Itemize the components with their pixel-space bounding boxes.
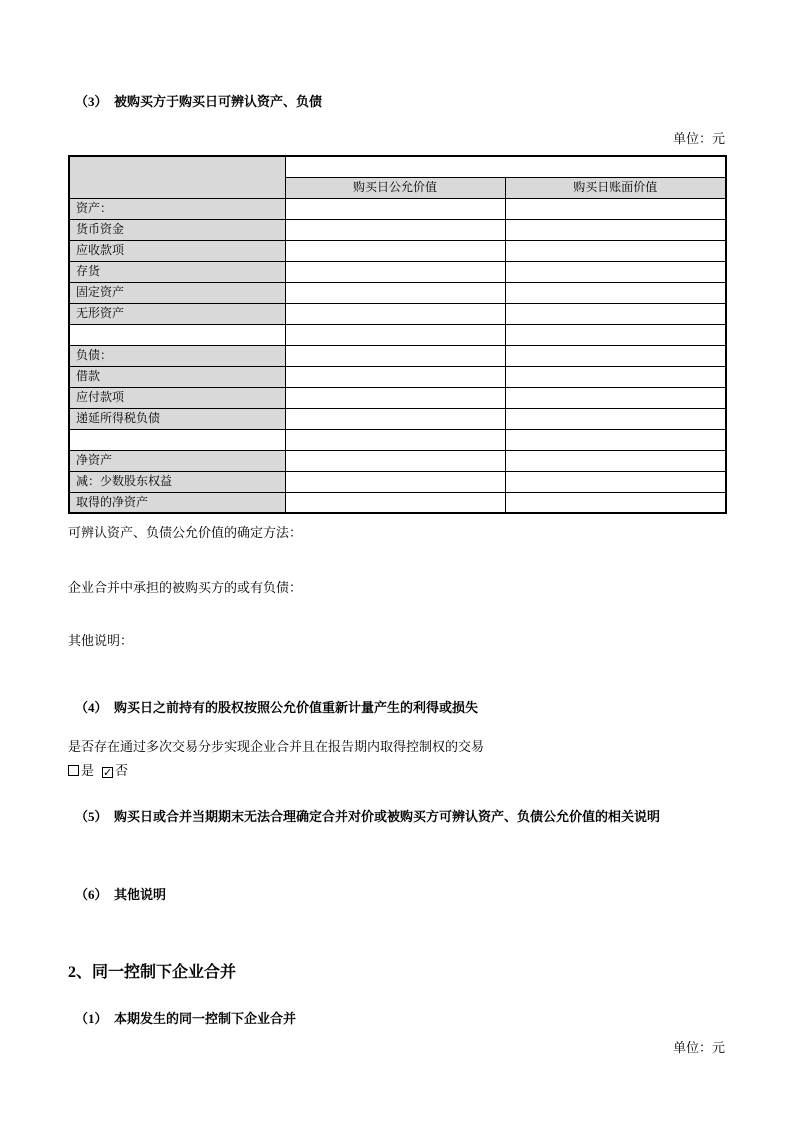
row-label-cell <box>69 324 285 345</box>
checked-checkbox-icon: ✓ <box>103 766 113 779</box>
table-row <box>69 219 726 240</box>
checkbox-label: 否 <box>115 763 129 778</box>
book-value-cell <box>505 261 726 282</box>
table-header <box>69 156 726 198</box>
fair-value-column-header: 购买日公允价值 <box>285 177 505 198</box>
section5-heading: （5） 购买日或合并当期期末无法合理确定合并对价或被购买方可辨认资产、负债公允价值的相关说明 <box>75 809 661 824</box>
unit-label-bottom: 单位：元 <box>672 1040 725 1055</box>
fair-value-cell <box>285 387 505 408</box>
unchecked-checkbox-icon <box>68 765 79 776</box>
row-label-cell: 存货 <box>69 261 285 282</box>
table-row <box>69 198 726 219</box>
table-row <box>69 261 726 282</box>
section6-heading: （6） 其他说明 <box>75 887 167 902</box>
table-row <box>69 345 726 366</box>
row-label-cell: 递延所得税负债 <box>69 408 285 429</box>
unit-label-top: 单位：元 <box>672 131 725 146</box>
row-label-cell: 无形资产 <box>69 303 285 324</box>
fair-value-cell <box>285 366 505 387</box>
row-label-cell: 取得的净资产 <box>69 492 285 513</box>
table-row <box>69 303 726 324</box>
table-row <box>69 240 726 261</box>
book-value-cell <box>505 429 726 450</box>
table-corner-cell <box>69 156 285 198</box>
fair-value-cell <box>285 261 505 282</box>
row-label-cell <box>69 429 285 450</box>
checkbox-option <box>102 763 128 778</box>
table-row <box>69 282 726 303</box>
section4-heading: （4） 购买日之前持有的股权按照公允价值重新计量产生的利得或损失 <box>75 700 479 715</box>
book-value-cell <box>505 240 726 261</box>
table-row <box>69 387 726 408</box>
table-row <box>69 450 726 471</box>
fair-value-method-note: 可辨认资产、负债公允价值的确定方法： <box>68 525 303 540</box>
fair-value-cell <box>285 492 505 513</box>
book-value-cell <box>505 492 726 513</box>
book-value-cell <box>505 219 726 240</box>
step-acquisition-question: 是否存在通过多次交易分步实现企业合并且在报告期内取得控制权的交易 <box>68 739 485 754</box>
fair-value-cell <box>285 303 505 324</box>
fair-value-cell <box>285 324 505 345</box>
table-row <box>69 366 726 387</box>
table-row <box>69 471 726 492</box>
fair-value-cell <box>285 450 505 471</box>
fair-value-cell <box>285 429 505 450</box>
header-row-strip <box>69 156 726 177</box>
row-label-cell: 货币资金 <box>69 219 285 240</box>
header-strip-cell <box>285 156 726 177</box>
fair-value-cell <box>285 471 505 492</box>
row-label-cell: 应付款项 <box>69 387 285 408</box>
fair-value-cell <box>285 219 505 240</box>
book-value-cell <box>505 471 726 492</box>
book-value-column-header: 购买日账面价值 <box>505 177 726 198</box>
book-value-cell <box>505 324 726 345</box>
book-value-cell <box>505 282 726 303</box>
book-value-cell <box>505 198 726 219</box>
table-row <box>69 492 726 513</box>
fair-value-cell <box>285 345 505 366</box>
row-label-cell: 应收款项 <box>69 240 285 261</box>
row-label-cell: 借款 <box>69 366 285 387</box>
checkbox-option <box>68 763 94 778</box>
book-value-cell <box>505 450 726 471</box>
book-value-cell <box>505 408 726 429</box>
other-notes-label: 其他说明： <box>68 633 134 648</box>
fair-value-cell <box>285 198 505 219</box>
table-body <box>69 198 726 513</box>
row-label-cell: 净资产 <box>69 450 285 471</box>
fair-value-cell <box>285 240 505 261</box>
table-row <box>69 324 726 345</box>
fair-value-cell <box>285 408 505 429</box>
book-value-cell <box>505 303 726 324</box>
section2-heading: 2、同一控制下企业合并 <box>68 964 237 981</box>
table-row <box>69 429 726 450</box>
fair-value-cell <box>285 282 505 303</box>
row-label-cell: 资产： <box>69 198 285 219</box>
checkbox-group <box>68 762 725 779</box>
row-label-cell: 负债： <box>69 345 285 366</box>
table-row <box>69 408 726 429</box>
book-value-cell <box>505 387 726 408</box>
section2-1-heading: （1） 本期发生的同一控制下企业合并 <box>75 1011 297 1026</box>
section3-heading: （3） 被购买方于购买日可辨认资产、负债 <box>75 94 323 109</box>
row-label-cell: 固定资产 <box>69 282 285 303</box>
row-label-cell: 减：少数股东权益 <box>69 471 285 492</box>
book-value-cell <box>505 366 726 387</box>
contingent-liabilities-note: 企业合并中承担的被购买方的或有负债： <box>68 580 303 595</box>
checkbox-label: 是 <box>81 763 95 778</box>
identifiable-assets-liabilities-table <box>68 155 727 514</box>
book-value-cell <box>505 345 726 366</box>
